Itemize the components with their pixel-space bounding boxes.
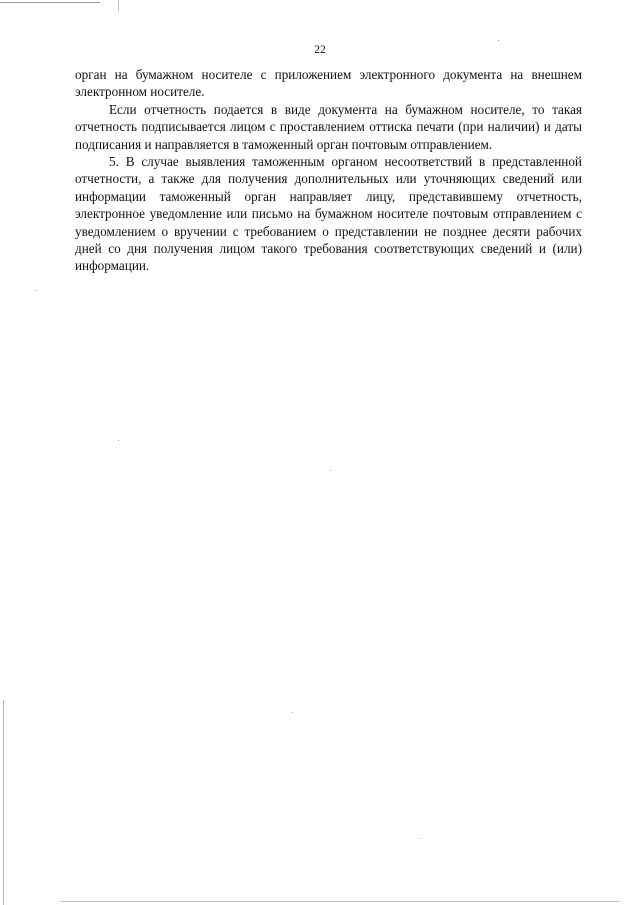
document-body xyxy=(75,66,582,275)
scan-artifact-edge xyxy=(3,700,4,905)
scan-speck xyxy=(36,290,37,291)
scan-speck xyxy=(118,440,119,441)
scan-artifact-mark xyxy=(118,0,119,12)
paragraph-continuation: орган на бумажном носителе с приложением электронного документа на внешнем электронном носителе. xyxy=(75,67,582,100)
scan-artifact-bottom xyxy=(60,901,620,902)
scan-speck xyxy=(330,470,331,471)
paragraph-paper-reporting: Если отчетность подается в виде документа на бумажном носителе, то такая отчетность подписывается лицом с проставлением оттиска печати (при наличии) и даты подписания и направляется в таможенный орган почтовым отправлением. xyxy=(75,101,582,152)
scan-speck xyxy=(498,40,499,41)
scan-speck xyxy=(420,838,421,839)
page-number: 22 xyxy=(314,44,326,56)
scan-speck xyxy=(292,712,293,713)
paragraph-item-5: 5. В случае выявления таможенным органом несоответствий в представленной отчетности, а также для получения дополнительных или уточняющих сведений или информации таможенный орган направляет лицу, представившему отчетность, электронное уведомление или письмо на бумажном носителе почтовым отправлением с уведомлением о вручении с требованием о представлении не позднее десяти рабочих дней со дня получения лицом такого требования соответствующих сведений и (или) информации. xyxy=(75,154,582,274)
scan-artifact-line xyxy=(0,2,100,3)
